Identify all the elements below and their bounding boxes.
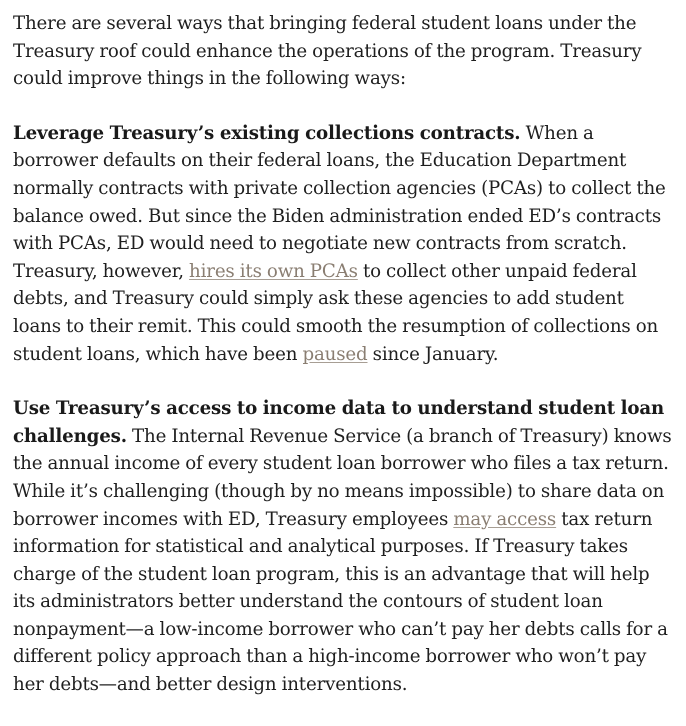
may-access-link[interactable]: may access [453, 508, 557, 530]
paused-link[interactable]: paused [302, 343, 368, 365]
section-text: since January. [367, 343, 499, 365]
section-text: When a borrower defaults on their federal loans, the Education Department normally contracts with private collection agencies (PCAs) to collect the balance owed. But since the Biden administration ended ED’s contracts with PCAs, ED would need to negotiate new contracts from scratch. Treasury, however, [13, 122, 666, 282]
section-paragraph-collections [13, 120, 675, 368]
section-heading-collections: Leverage Treasury’s existing collections contracts. [13, 122, 521, 144]
article-body [13, 10, 675, 726]
intro-paragraph [13, 10, 675, 93]
section-text: to collect other unpaid federal debts, and Treasury could simply ask these agencies to add student loans to their remit. This could smooth the resumption of collections on student loans, which have been [13, 260, 659, 365]
section-heading-income-data: Use Treasury’s access to income data to understand student loan challenges. [13, 398, 665, 447]
section-text: The Internal Revenue Service (a branch of Treasury) knows the annual income of every student loan borrower who files a tax return. While it’s challenging (though by no means impossible) to share data on borrower incomes with ED, Treasury employees [13, 425, 672, 530]
hires-its-own-pcas-link[interactable]: hires its own PCAs [189, 260, 358, 282]
section-text: tax return information for statistical and analytical purposes. If Treasury takes charge of the student loan program, this is an advantage that will help its administrators better understand the contours of student loan nonpayment—a low-income borrower who can’t pay her debts calls for a different policy approach than a high-income borrower who won’t pay her debts—and better design interventions. [13, 508, 668, 696]
section-paragraph-income-data [13, 395, 675, 699]
intro-text: There are several ways that bringing federal student loans under the Treasury roof could enhance the operations of the program. Treasury could improve things in the following ways: [13, 13, 642, 90]
